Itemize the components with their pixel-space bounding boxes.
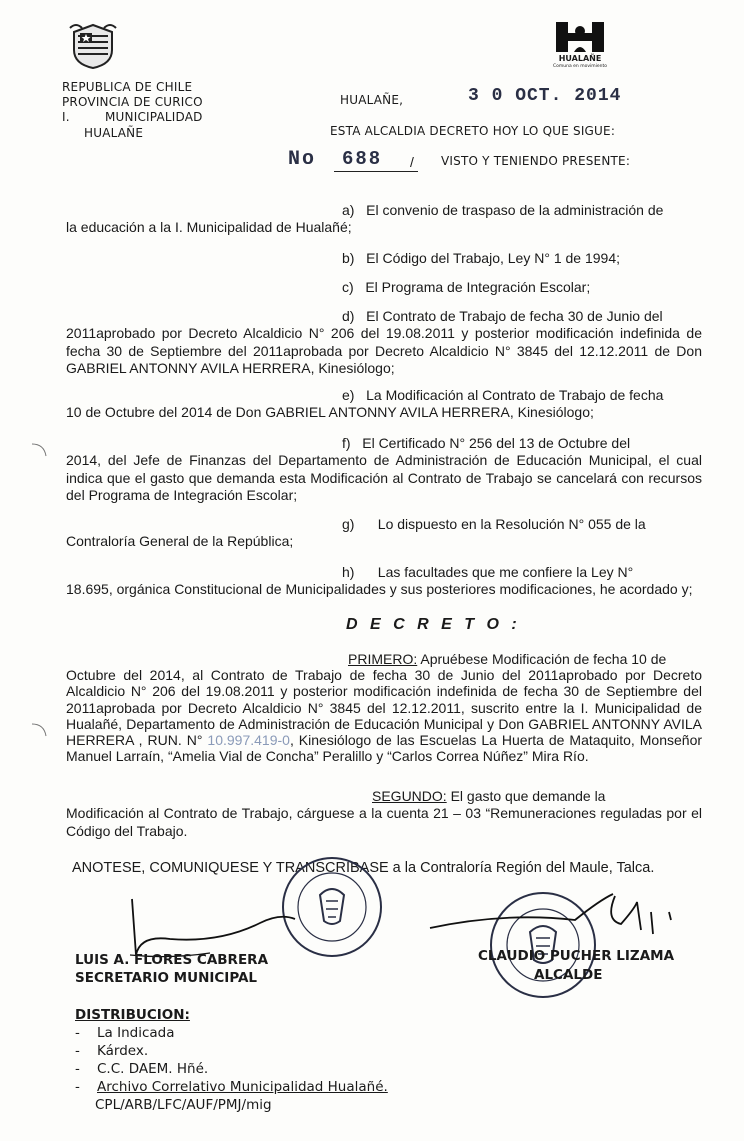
distribution-list <box>75 1024 388 1114</box>
municipal-crest-icon <box>68 22 118 70</box>
closing-line: ANOTESE, COMUNIQUESE Y TRANSCRIBASE a la Contraloría Región del Maule, Talca. <box>72 860 655 876</box>
list-item: - La Indicada <box>75 1025 175 1041</box>
consideration-e: e) La Modificación al Contrato de Trabajo de fecha 10 de Octubre del 2014 de Don GABRIEL ANTONNY AVILA HERRERA, Kinesiólogo; <box>66 387 664 421</box>
header-municipality: MUNICIPALIDAD <box>105 110 203 124</box>
consideration-b: b) El Código del Trabajo, Ley N° 1 de 1994; <box>342 250 620 266</box>
consideration-d: d) El Contrato de Trabajo de fecha 30 de Junio del 2011aprobado por Decreto Alcaldicio N° 206 del 19.08.2011 y posterior modificación indefinida de fecha 30 de Septiembre del 2011aprobada por Decreto Alcaldicio N° 3845 del 12.12.2011 de Don GABRIEL ANTONNY AVILA HERRERA, Kinesiólogo; <box>66 308 702 376</box>
segundo-label: SEGUNDO: <box>372 788 447 804</box>
header-muni-prefix: I. <box>62 110 70 124</box>
decree-number: 688 <box>342 148 383 170</box>
punch-hole-bottom-icon <box>30 720 50 740</box>
hualane-logo-icon <box>556 22 604 52</box>
consideration-h: h) Las facultades que me confiere la Ley N° 18.695, orgánica Constitucional de Municipalidades y sus posteriores modificaciones, he acordado y; <box>66 564 693 598</box>
header-republic: REPUBLICA DE CHILE <box>62 80 193 94</box>
header-town: HUALAÑE <box>84 126 144 140</box>
distribution-title: DISTRIBUCION: <box>75 1007 190 1023</box>
secretary-name: LUIS A. FLORES CABRERA <box>75 952 269 968</box>
consideration-c: c) El Programa de Integración Escolar; <box>342 279 591 295</box>
consideration-f: f) El Certificado N° 256 del 13 de Octubre del 2014, del Jefe de Finanzas del Departamento de Administración de Educación Municipal, el cual indica que el gasto que demanda esta Modificación al Contrato de Trabajo se cancelará con recursos del Programa de Integración Escolar; <box>66 435 702 503</box>
list-item: - C.C. DAEM. Hñé. <box>75 1061 209 1077</box>
list-item: - Kárdex. <box>75 1043 149 1059</box>
logo-tagline: Comuna en movimiento <box>552 64 608 69</box>
decreto-title: D E C R E T O : <box>346 616 521 633</box>
decree-intro: ESTA ALCALDIA DECRETO HOY LO QUE SIGUE: <box>330 124 616 138</box>
primero-label: PRIMERO: <box>348 651 418 667</box>
logo-word: HUALAÑE <box>558 54 602 63</box>
article-segundo: SEGUNDO: El gasto que demande la Modificación al Contrato de Trabajo, cárguese a la cuenta 21 – 03 “Remuneraciones reguladas por el Código del Trabajo. <box>66 788 702 839</box>
secretary-title: SECRETARIO MUNICIPAL <box>75 970 258 986</box>
decree-number-prefix: No <box>288 148 317 171</box>
mayor-signature-icon <box>425 890 695 950</box>
decree-number-underline <box>334 171 418 172</box>
decree-number-slash: / <box>410 154 414 170</box>
consideration-a: a) El convenio de traspaso de la administración de la educación a la I. Municipalidad de Hualañé; <box>66 202 664 236</box>
article-primero: PRIMERO: Apruébese Modificación de fecha 10 de Octubre del 2014, al Contrato de Trabajo de fecha 30 de Junio del 2011aprobado por Decreto Alcaldicio N° 206 del 19.08.2011 y posterior modificación indefinida de fecha 30 de Septiembre del 2011aprobada por Decreto Alcaldicio N° 3845 del 12.12.2011, suscrito entre la I. Municipalidad de Hualañé, Departamento de Administración de Educación Municipal y Don GABRIEL ANTONNY AVILA HERRERA , RUN. N° 10.997.419-0, Kinesiólogo de las Escuelas La Huerta de Mataquito, Monseñor Manuel Larraín, “Amelia Vial de Concha” Peralillo y “Carlos Correa Núñez” Mira Río. <box>66 651 703 765</box>
mayor-name: CLAUDIO PUCHER LIZAMA <box>478 948 675 964</box>
header-place: HUALAÑE, <box>340 93 404 107</box>
date-stamp: 3 0 OCT. 2014 <box>468 86 622 106</box>
run-number: 10.997.419-0 <box>207 732 290 749</box>
punch-hole-top-icon <box>30 440 50 460</box>
mayor-title: ALCALDE <box>534 967 603 983</box>
consideration-g: g) Lo dispuesto en la Resolución N° 055 de la Contraloría General de la República; <box>66 516 646 550</box>
visto-line: VISTO Y TENIENDO PRESENTE: <box>441 154 631 168</box>
header-province: PROVINCIA DE CURICO <box>62 95 203 109</box>
initials: CPL/ARB/LFC/AUF/PMJ/mig <box>95 1097 272 1113</box>
list-item: - Archivo Correlativo Municipalidad Hualañé. <box>75 1079 388 1095</box>
